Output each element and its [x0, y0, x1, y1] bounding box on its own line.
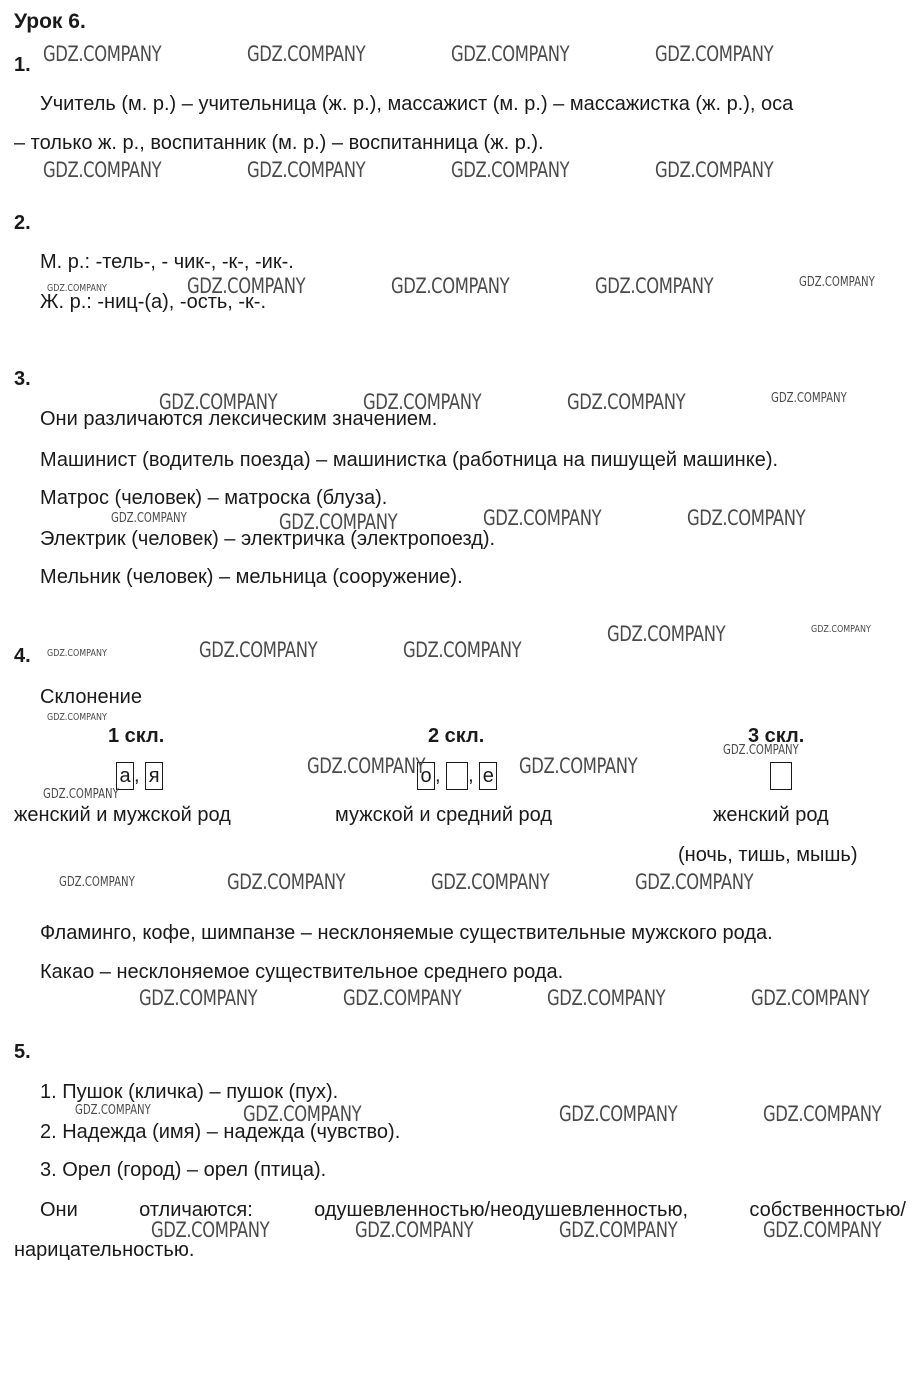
exercise-1-line-1: Учитель (м. р.) – учительница (ж. р.), массажист (м. р.) – массажистка (ж. р.), оса — [40, 93, 794, 115]
declension-2-endings: о , , е — [417, 762, 497, 790]
empty-ending-box — [446, 762, 468, 790]
watermark: GDZ.COMPANY — [307, 754, 426, 778]
exercise-5-line-5: нарицательностью. — [14, 1239, 195, 1261]
declension-1-gender: женский и мужской род — [14, 804, 231, 826]
ending-box: о — [417, 762, 435, 790]
declension-3-examples: (ночь, тишь, мышь) — [678, 844, 858, 866]
exercise-5-number: 5. — [14, 1041, 31, 1063]
exercise-3-line-4: Электрик (человек) – электричка (электропоезд). — [40, 528, 496, 550]
exercise-4-line-1: Фламинго, кофе, шимпанзе – несклоняемые существительные мужского рода. — [40, 922, 773, 944]
declension-2-gender: мужской и средний род — [335, 804, 553, 826]
watermark: GDZ.COMPANY — [751, 986, 870, 1010]
watermark: GDZ.COMPANY — [159, 390, 278, 414]
declension-3-endings — [770, 762, 792, 790]
exercise-4-number: 4. — [14, 645, 31, 667]
exercise-5-line-3: 3. Орел (город) – орел (птица). — [40, 1159, 327, 1181]
watermark: GDZ.COMPANY — [47, 283, 107, 294]
watermark: GDZ.COMPANY — [763, 1102, 882, 1126]
declension-1-endings: а , я — [116, 762, 163, 790]
watermark: GDZ.COMPANY — [799, 275, 875, 290]
watermark: GDZ.COMPANY — [151, 1218, 270, 1242]
exercise-5-line-2: 2. Надежда (имя) – надежда (чувство). — [40, 1121, 401, 1143]
watermark: GDZ.COMPANY — [451, 158, 570, 182]
ending-box: я — [145, 762, 163, 790]
watermark: GDZ.COMPANY — [43, 42, 162, 66]
exercise-2-line-2: Ж. р.: -ниц-(а), -ость, -к-. — [40, 291, 267, 313]
exercise-1-number: 1. — [14, 54, 31, 76]
ending-box: а — [116, 762, 134, 790]
watermark: GDZ.COMPANY — [111, 511, 187, 526]
watermark: GDZ.COMPANY — [811, 624, 871, 635]
watermark: GDZ.COMPANY — [139, 986, 258, 1010]
exercise-1-line-2: – только ж. р., воспитанник (м. р.) – воспитанница (ж. р.). — [14, 132, 544, 154]
exercise-3-number: 3. — [14, 368, 31, 390]
declension-3-gender: женский род — [713, 804, 829, 826]
watermark: GDZ.COMPANY — [559, 1102, 678, 1126]
exercise-4-line-2: Какао – несклоняемое существительное среднего рода. — [40, 961, 564, 983]
watermark: GDZ.COMPANY — [47, 648, 107, 659]
declension-3-header: 3 скл. — [748, 725, 805, 747]
declension-heading: Склонение — [40, 686, 142, 708]
watermark: GDZ.COMPANY — [635, 870, 754, 894]
watermark: GDZ.COMPANY — [595, 274, 714, 298]
watermark: GDZ.COMPANY — [391, 274, 510, 298]
declension-1-header: 1 скл. — [108, 725, 165, 747]
watermark: GDZ.COMPANY — [431, 870, 550, 894]
exercise-3-line-2: Машинист (водитель поезда) – машинистка (работница на пишущей машинке). — [40, 449, 779, 471]
watermark: GDZ.COMPANY — [451, 42, 570, 66]
exercise-5-line-1: 1. Пушок (кличка) – пушок (пух). — [40, 1081, 339, 1103]
watermark: GDZ.COMPANY — [771, 391, 847, 406]
watermark: GDZ.COMPANY — [655, 158, 774, 182]
watermark: GDZ.COMPANY — [655, 42, 774, 66]
watermark: GDZ.COMPANY — [355, 1218, 474, 1242]
empty-ending-box — [770, 762, 792, 790]
watermark: GDZ.COMPANY — [279, 510, 398, 534]
watermark: GDZ.COMPANY — [343, 986, 462, 1010]
exercise-5-line-4: Они отличаются: одушевленностью/неодушевленностью, собственностью/ — [40, 1199, 906, 1221]
watermark: GDZ.COMPANY — [363, 390, 482, 414]
ending-box: е — [479, 762, 497, 790]
watermark: GDZ.COMPANY — [403, 638, 522, 662]
watermark: GDZ.COMPANY — [559, 1218, 678, 1242]
exercise-2-number: 2. — [14, 212, 31, 234]
watermark: GDZ.COMPANY — [567, 390, 686, 414]
exercise-3-line-1: Они различаются лексическим значением. — [40, 408, 438, 430]
exercise-2-line-1: М. р.: -тель-, - чик-, -к-, -ик-. — [40, 251, 294, 273]
watermark: GDZ.COMPANY — [59, 875, 135, 890]
watermark: GDZ.COMPANY — [43, 787, 119, 802]
watermark: GDZ.COMPANY — [723, 743, 799, 758]
watermark: GDZ.COMPANY — [519, 754, 638, 778]
watermark: GDZ.COMPANY — [483, 506, 602, 530]
exercise-3-line-3: Матрос (человек) – матроска (блуза). — [40, 487, 388, 509]
watermark: GDZ.COMPANY — [243, 1102, 362, 1126]
watermark: GDZ.COMPANY — [247, 42, 366, 66]
watermark: GDZ.COMPANY — [227, 870, 346, 894]
declension-2-header: 2 скл. — [428, 725, 485, 747]
watermark: GDZ.COMPANY — [75, 1103, 151, 1118]
watermark: GDZ.COMPANY — [607, 622, 726, 646]
watermark: GDZ.COMPANY — [687, 506, 806, 530]
watermark: GDZ.COMPANY — [187, 274, 306, 298]
watermark: GDZ.COMPANY — [247, 158, 366, 182]
watermark: GDZ.COMPANY — [43, 158, 162, 182]
page-title: Урок 6. — [14, 10, 86, 33]
watermark: GDZ.COMPANY — [199, 638, 318, 662]
exercise-3-line-5: Мельник (человек) – мельница (сооружение). — [40, 566, 463, 588]
watermark: GDZ.COMPANY — [47, 712, 107, 723]
watermark: GDZ.COMPANY — [547, 986, 666, 1010]
watermark: GDZ.COMPANY — [763, 1218, 882, 1242]
